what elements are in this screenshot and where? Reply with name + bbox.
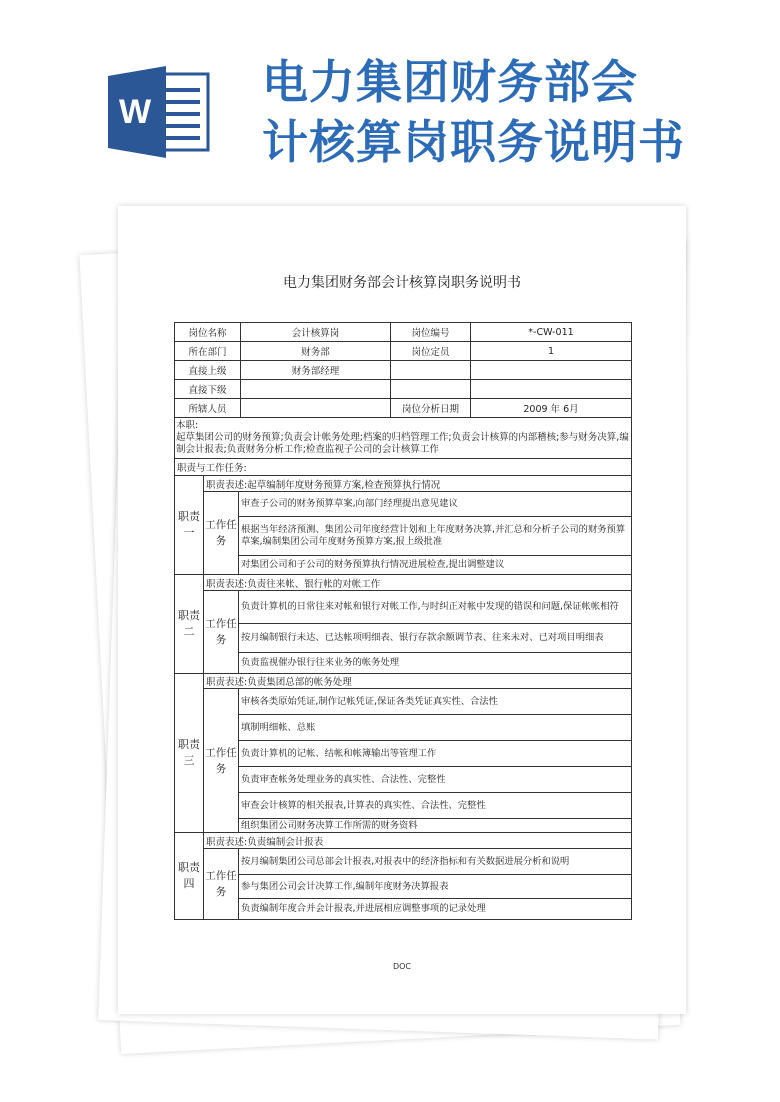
summary-text: 起草集团公司的财务预算;负责会计帐务处理;档案的归档管理工作;负责会计核算的内部稽核;参与财务决算,编制会计报表;负责财务分析工作;检查监视子公司的会计核算工作 <box>176 432 629 455</box>
headline-line-2: 计核算岗职务说明书 <box>262 115 685 169</box>
info-grid <box>175 323 631 418</box>
value-analysis-date: 2009 年 6月 <box>471 399 631 418</box>
duty-section-4 <box>175 833 631 919</box>
value-position-code: *-CW-011 <box>471 323 631 342</box>
duty-description: 职责表述:负责编制会计报表 <box>204 833 631 849</box>
empty-cell <box>471 380 631 399</box>
label-position-code: 岗位编号 <box>391 323 471 342</box>
task-label: 工作任务 <box>204 689 239 833</box>
task-item: 按月编制集团公司总部会计报表,对报表中的经济指标和有关数据进展分析和说明 <box>239 849 631 875</box>
doc-title: 电力集团财务部会计核算岗职务说明书 <box>283 275 521 291</box>
task-item: 对集团公司和子公司的财务预算执行情况进展检查,提出调整建议 <box>241 559 505 570</box>
task-item: 审查会计核算的相关报表,计算表的真实性、合法性、完整性 <box>239 793 631 819</box>
summary-block <box>175 418 631 459</box>
label-staff: 所辖人员 <box>175 399 241 418</box>
duty-label: 职责一 <box>175 476 204 574</box>
empty-cell <box>391 380 471 399</box>
task-item: 负责监视催办银行往来业务的帐务处理 <box>241 657 400 668</box>
empty-cell <box>391 361 471 380</box>
task-item: 负责审查帐务处理业务的真实性、合法性、完整性 <box>239 767 631 793</box>
label-superior: 直接上级 <box>175 361 241 380</box>
task-item: 负责计算机的记帐、结帐和帐簿输出等管理工作 <box>239 741 631 767</box>
value-superior: 财务部经理 <box>241 361 391 380</box>
duty-section-1 <box>175 476 631 575</box>
value-headcount: 1 <box>471 342 631 361</box>
duty-description: 职责表述:负责往来帐、银行帐的对帐工作 <box>204 575 631 591</box>
summary-label: 本职: <box>176 420 199 431</box>
task-label: 工作任务 <box>204 492 239 574</box>
word-icon <box>108 66 210 158</box>
task-item: 填制明细帐、总账 <box>239 715 631 741</box>
headline-line-1: 电力集团财务部会 <box>262 55 638 109</box>
value-department: 财务部 <box>241 342 391 361</box>
value-staff <box>241 399 391 418</box>
duty-label: 职责二 <box>175 575 204 673</box>
duty-description: 职责表述:起草编制年度财务预算方案,检查预算执行情况 <box>204 476 631 492</box>
task-item: 组织集团公司财务决算工作所需的财务资料 <box>241 820 418 831</box>
duty-section-2 <box>175 575 631 674</box>
label-headcount: 岗位定员 <box>391 342 471 361</box>
label-position-name: 岗位名称 <box>175 323 241 342</box>
headline <box>262 52 762 172</box>
task-item: 按月编制银行未达、已达帐项明细表、银行存款余额调节表、往来未对、已对项目明细表 <box>239 624 631 653</box>
task-label: 工作任务 <box>204 849 239 919</box>
label-department: 所在部门 <box>175 342 241 361</box>
label-subordinate: 直接下级 <box>175 380 241 399</box>
document-page <box>118 206 686 1014</box>
task-item: 审核各类原始凭证,制作记帐凭证,保证各类凭证真实性、合法性 <box>239 689 631 715</box>
duties-header: 职责与工作任务: <box>175 459 631 476</box>
task-item: 负责编制年度合并会计报表,并进展相应调整事项的记录处理 <box>241 903 486 914</box>
task-item: 参与集团公司会计决算工作,编制年度财务决算报表 <box>239 875 631 899</box>
duty-description: 职责表述:负责集团总部的帐务处理 <box>204 674 631 689</box>
task-label: 工作任务 <box>204 591 239 673</box>
job-description-table <box>174 322 632 920</box>
value-subordinate <box>241 380 391 399</box>
empty-cell <box>471 361 631 380</box>
task-item: 负责计算机的日常往来对帐和银行对帐工作,与时纠正对帐中发现的错误和问题,保证帐帐相符 <box>239 591 631 624</box>
doc-footer: DOC <box>392 962 412 971</box>
label-analysis-date: 岗位分析日期 <box>391 399 471 418</box>
task-item: 审查子公司的财务预算草案,向部门经理提出意见建议 <box>239 492 631 517</box>
duty-label: 职责四 <box>175 833 204 919</box>
duty-label: 职责三 <box>175 674 204 832</box>
value-position-name: 会计核算岗 <box>241 323 391 342</box>
duty-section-3 <box>175 674 631 833</box>
svg-text:W: W <box>118 93 152 131</box>
task-item: 根据当年经济预测、集团公司年度经营计划和上年度财务决算,并汇总和分析子公司的财务预算草案,编制集团公司年度财务预算方案,报上级批准 <box>239 517 631 556</box>
